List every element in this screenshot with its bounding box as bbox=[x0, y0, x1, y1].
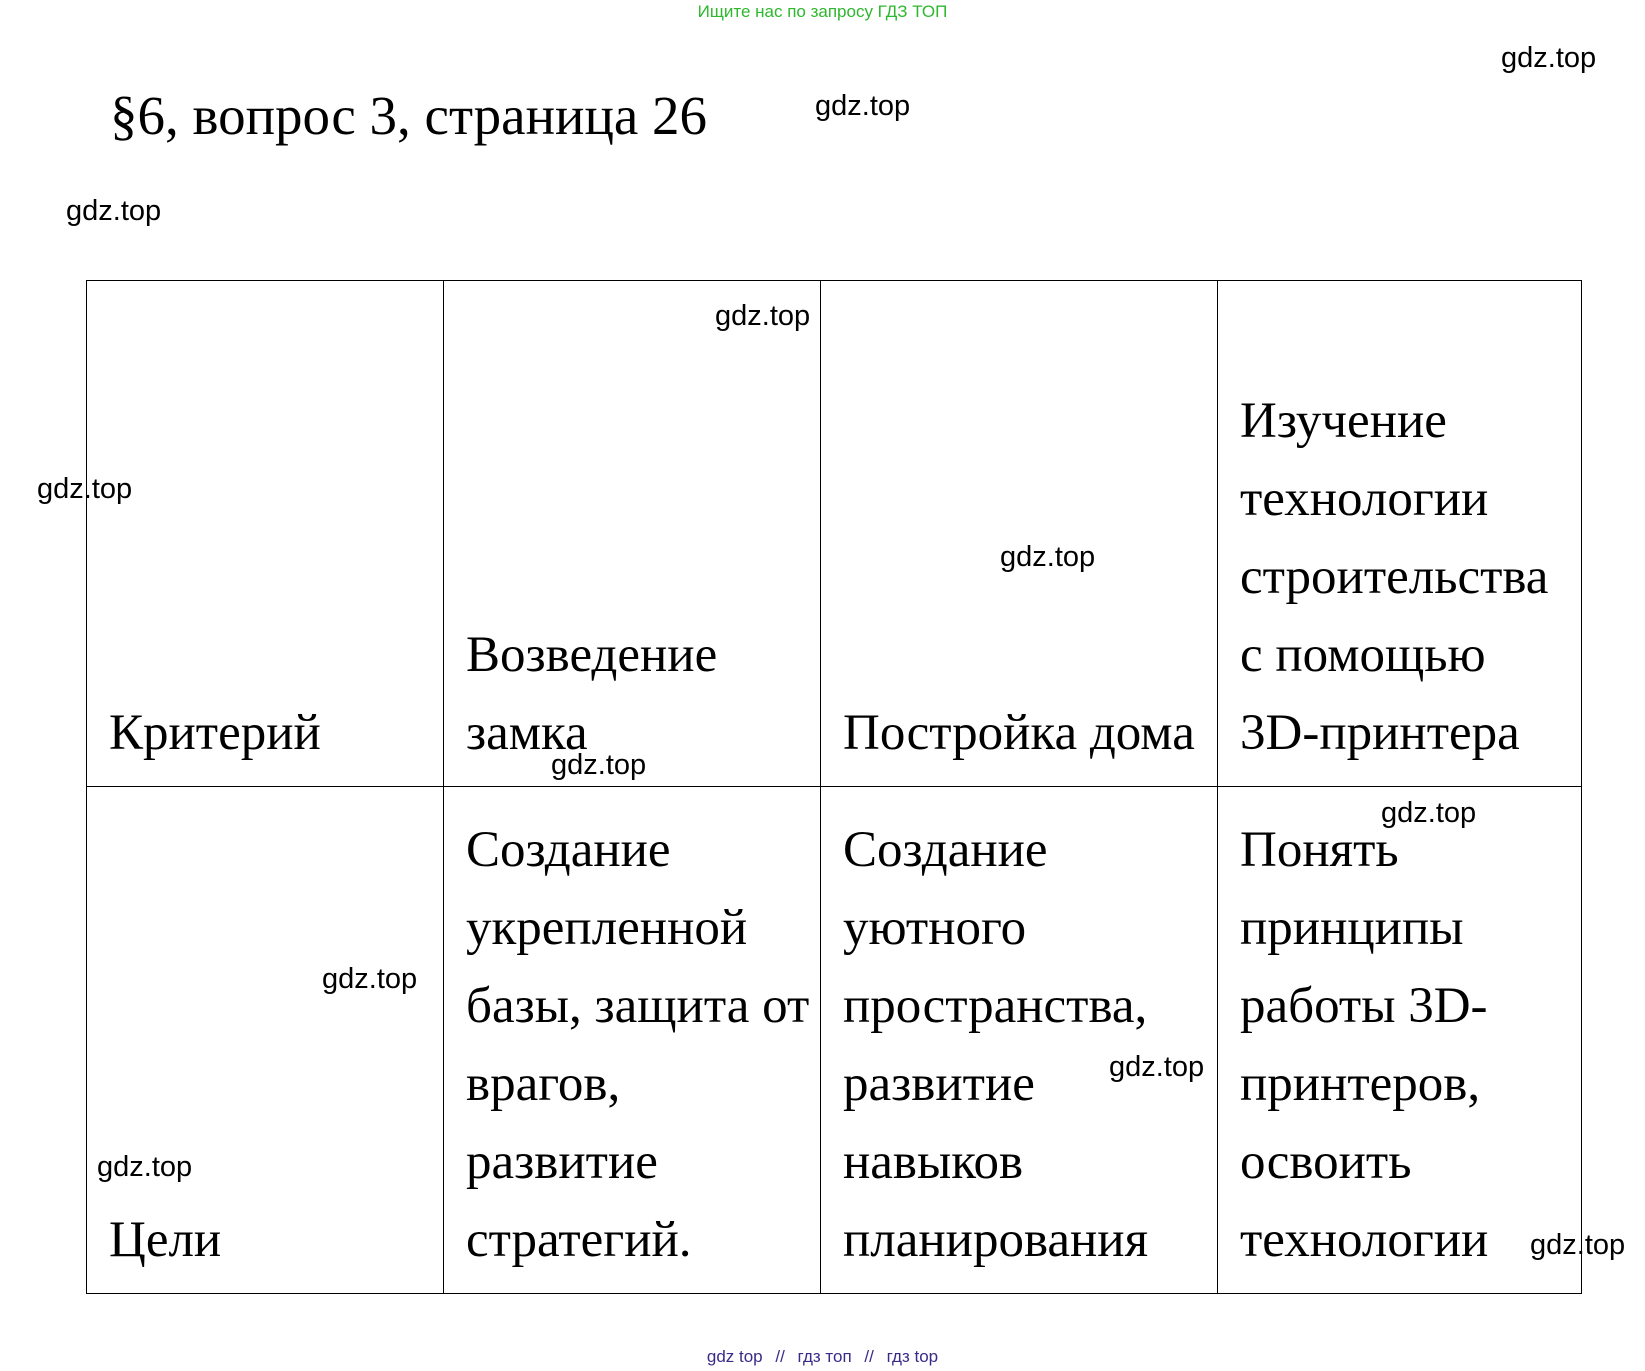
footer-separator: // bbox=[864, 1347, 874, 1366]
watermark: gdz.top bbox=[815, 90, 911, 122]
goals-cell-castle: Создание укрепленной базы, защита от врагов, развитие стратегий. bbox=[444, 787, 821, 1294]
watermark: gdz.top bbox=[66, 195, 162, 227]
footer-link-gdz-top-ru[interactable]: гдз топ bbox=[797, 1347, 852, 1366]
table-row-goals bbox=[87, 787, 1582, 1294]
goals-cell-3d-printing: Понять принципы работы 3D-принтеров, освоить технологии bbox=[1218, 787, 1582, 1294]
header-cell-house: Постройка дома bbox=[821, 281, 1218, 787]
watermark: gdz.top bbox=[37, 473, 133, 505]
goals-label-cell: Цели bbox=[87, 787, 444, 1294]
watermark: gdz.top bbox=[1501, 42, 1597, 74]
header-cell-criterion: Критерий bbox=[87, 281, 444, 787]
watermark: gdz.top bbox=[1530, 1229, 1626, 1261]
watermark: gdz.top bbox=[715, 300, 811, 332]
footer-link-gdz-top-mixed[interactable]: гдз top bbox=[886, 1347, 939, 1366]
table-header-row bbox=[87, 281, 1582, 787]
page-title: §6, вопрос 3, страница 26 bbox=[110, 85, 708, 146]
watermark: gdz.top bbox=[1000, 541, 1096, 573]
header-cell-3d-printing: Изучение технологии строительства с помощью 3D-принтера bbox=[1218, 281, 1582, 787]
footer-separator: // bbox=[775, 1347, 785, 1366]
footer-links bbox=[0, 1347, 1645, 1367]
top-banner[interactable]: Ищите нас по запросу ГДЗ ТОП bbox=[697, 2, 948, 21]
watermark: gdz.top bbox=[97, 1151, 193, 1183]
footer-link-gdz-top[interactable]: gdz top bbox=[706, 1347, 763, 1366]
watermark: gdz.top bbox=[322, 963, 418, 995]
comparison-table bbox=[86, 280, 1582, 1294]
watermark: gdz.top bbox=[1109, 1051, 1205, 1083]
watermark: gdz.top bbox=[551, 749, 647, 781]
watermark: gdz.top bbox=[1381, 797, 1477, 829]
goals-cell-house: Создание уютного пространства, развитие навыков планирования bbox=[821, 787, 1218, 1294]
header-cell-castle: Возведение замка bbox=[444, 281, 821, 787]
